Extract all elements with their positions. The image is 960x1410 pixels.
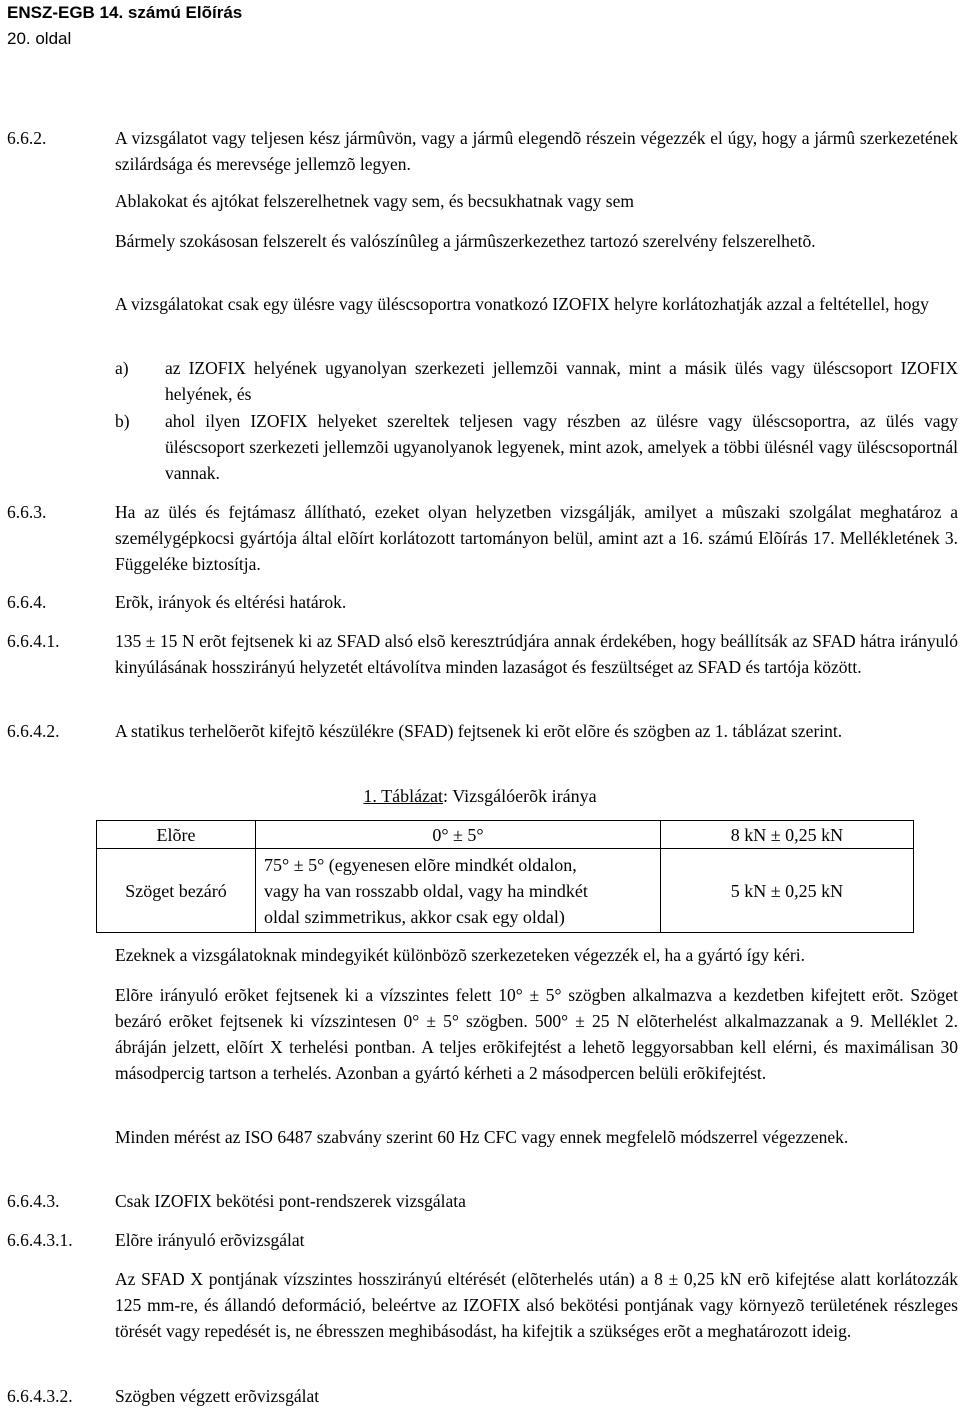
paragraph: A statikus terhelõerõt kifejtõ készülékre (SFAD) fejtsenek ki erõt elõre és szögben az 1. táblázat szerint. (115, 721, 843, 741)
table-caption-number: 1. Táblázat (363, 786, 444, 806)
section-number: 6.6.3. (7, 502, 47, 522)
table-cell: Elõre (97, 821, 256, 849)
page-header (7, 0, 242, 52)
paragraph: Ha az ülés és fejtámasz állítható, ezeket olyan helyzetben vizsgálják, amilyet a mûszaki szolgálat meghatároz a személygépkocsi gyártója által elõírt korlátozott tartományon belül, amint azt a 16. számú Elõírás 17. Mellékletének 3. Függeléke biztosítja. (115, 502, 958, 574)
table-cell-line: 75° ± 5° (egyenesen elõre mindkét oldalon, (264, 854, 577, 875)
section-number: 6.6.4.3. (7, 1191, 60, 1211)
paragraph: Bármely szokásosan felszerelt és valószínûleg a jármûszerkezethez tartozó szerelvény felszerelhetõ. (115, 231, 816, 251)
section-number: 6.6.2. (7, 128, 47, 148)
paragraph: Ezeknek a vizsgálatoknak mindegyikét különbözõ szerkezeteken végezzék el, ha a gyártó így kéri. (115, 945, 805, 965)
section-number: 6.6.4. (7, 592, 47, 612)
list-item: ahol ilyen IZOFIX helyeket szereltek teljesen vagy részben az ülésre vagy üléscsoportra, az ülés vagy üléscsoport szerkezeti jellemzõi ugyanolyanok legyenek, mint azok, amelyek a többi ülésnél vagy üléscsoportnál vannak. (165, 411, 958, 483)
list-label: b) (115, 411, 130, 431)
paragraph: Ablakokat és ajtókat felszerelhetnek vagy sem, és becsukhatnak vagy sem (115, 191, 634, 211)
paragraph: A vizsgálatokat csak egy ülésre vagy üléscsoportra vonatkozó IZOFIX helyre korlátozhatják azzal a feltétellel, hogy (115, 294, 929, 314)
table-cell (256, 849, 661, 933)
table-cell: 5 kN ± 0,25 kN (661, 849, 914, 933)
table-cell-line: vagy ha van rosszabb oldal, vagy ha mindkét (264, 880, 588, 901)
section-number: 6.6.4.2. (7, 721, 60, 741)
section-number: 6.6.4.1. (7, 631, 60, 651)
table-caption-text: : Vizsgálóerõk iránya (443, 786, 597, 806)
section-heading: Csak IZOFIX bekötési pont-rendszerek vizsgálata (115, 1191, 466, 1211)
table-caption (0, 783, 960, 809)
table-cell-line: oldal szimmetrikus, akkor csak egy oldal) (264, 906, 565, 927)
section-heading: Elõre irányuló erõvizsgálat (115, 1230, 305, 1250)
paragraph: Az SFAD X pontjának vízszintes hosszirányú eltérését (elõterhelés után) a 8 ± 0,25 kN erõ kifejtése alatt korlátozzák 125 mm-re, és állandó deformáció, beleértve az IZOFIX alsó bekötési pontjának vagy környezõ területének részleges törését vagy repedését is, ne ébresszen meghibásodást, ha kifejtik a szükséges erõt a meghatározott ideig. (115, 1269, 958, 1341)
section-heading: Erõk, irányok és eltérési határok. (115, 592, 347, 612)
paragraph: 135 ± 15 N erõt fejtsenek ki az SFAD alsó elsõ keresztrúdjára annak érdekében, hogy beállítsák az SFAD hátra irányuló kinyúlásának hosszirányú helyzetét eltávolítva minden lazaságot és feszültséget az SFAD és tartója között. (115, 631, 958, 677)
force-table (96, 820, 914, 933)
table-row (97, 849, 914, 933)
document-title: ENSZ-EGB 14. számú Elõírás (7, 3, 243, 22)
section-number: 6.6.4.3.1. (7, 1230, 73, 1250)
list-item: az IZOFIX helyének ugyanolyan szerkezeti jellemzõi vannak, mint a másik ülés vagy üléscsoport IZOFIX helyének, és (165, 358, 958, 404)
list-label: a) (115, 358, 129, 378)
paragraph: A vizsgálatot vagy teljesen kész jármûvön, vagy a jármû elegendõ részein végezzék el úgy, hogy a jármû szerkezetének szilárdsága és merevsége jellemzõ legyen. (115, 128, 958, 174)
paragraph: Minden mérést az ISO 6487 szabvány szerint 60 Hz CFC vagy ennek megfelelõ módszerrel végezzenek. (115, 1127, 849, 1147)
section-heading: Szögben végzett erõvizsgálat (115, 1386, 320, 1406)
table-cell: 0° ± 5° (256, 821, 661, 849)
table-cell: 8 kN ± 0,25 kN (661, 821, 914, 849)
page-number: 20. oldal (7, 29, 72, 48)
section-number: 6.6.4.3.2. (7, 1386, 73, 1406)
paragraph: Elõre irányuló erõket fejtsenek ki a vízszintes felett 10° ± 5° szögben alkalmazva a kezdetben kifejtett erõt. Szöget bezáró erõket fejtsenek ki vízszintesen 0° ± 5° szögben. 500° ± 25 N elõterhelést alkalmazzanak a 9. Melléklet 2. ábráján jelzett, elõírt X terhelési pontban. A teljes erõkifejtést a lehetõ leggyorsabban kell elérni, és maximálisan 30 másodpercig tartson a terhelés. Azonban a gyártó kérheti a 2 másodpercen belüli erõkifejtést. (115, 985, 958, 1083)
table-row (97, 821, 914, 849)
table-cell: Szöget bezáró (97, 849, 256, 933)
